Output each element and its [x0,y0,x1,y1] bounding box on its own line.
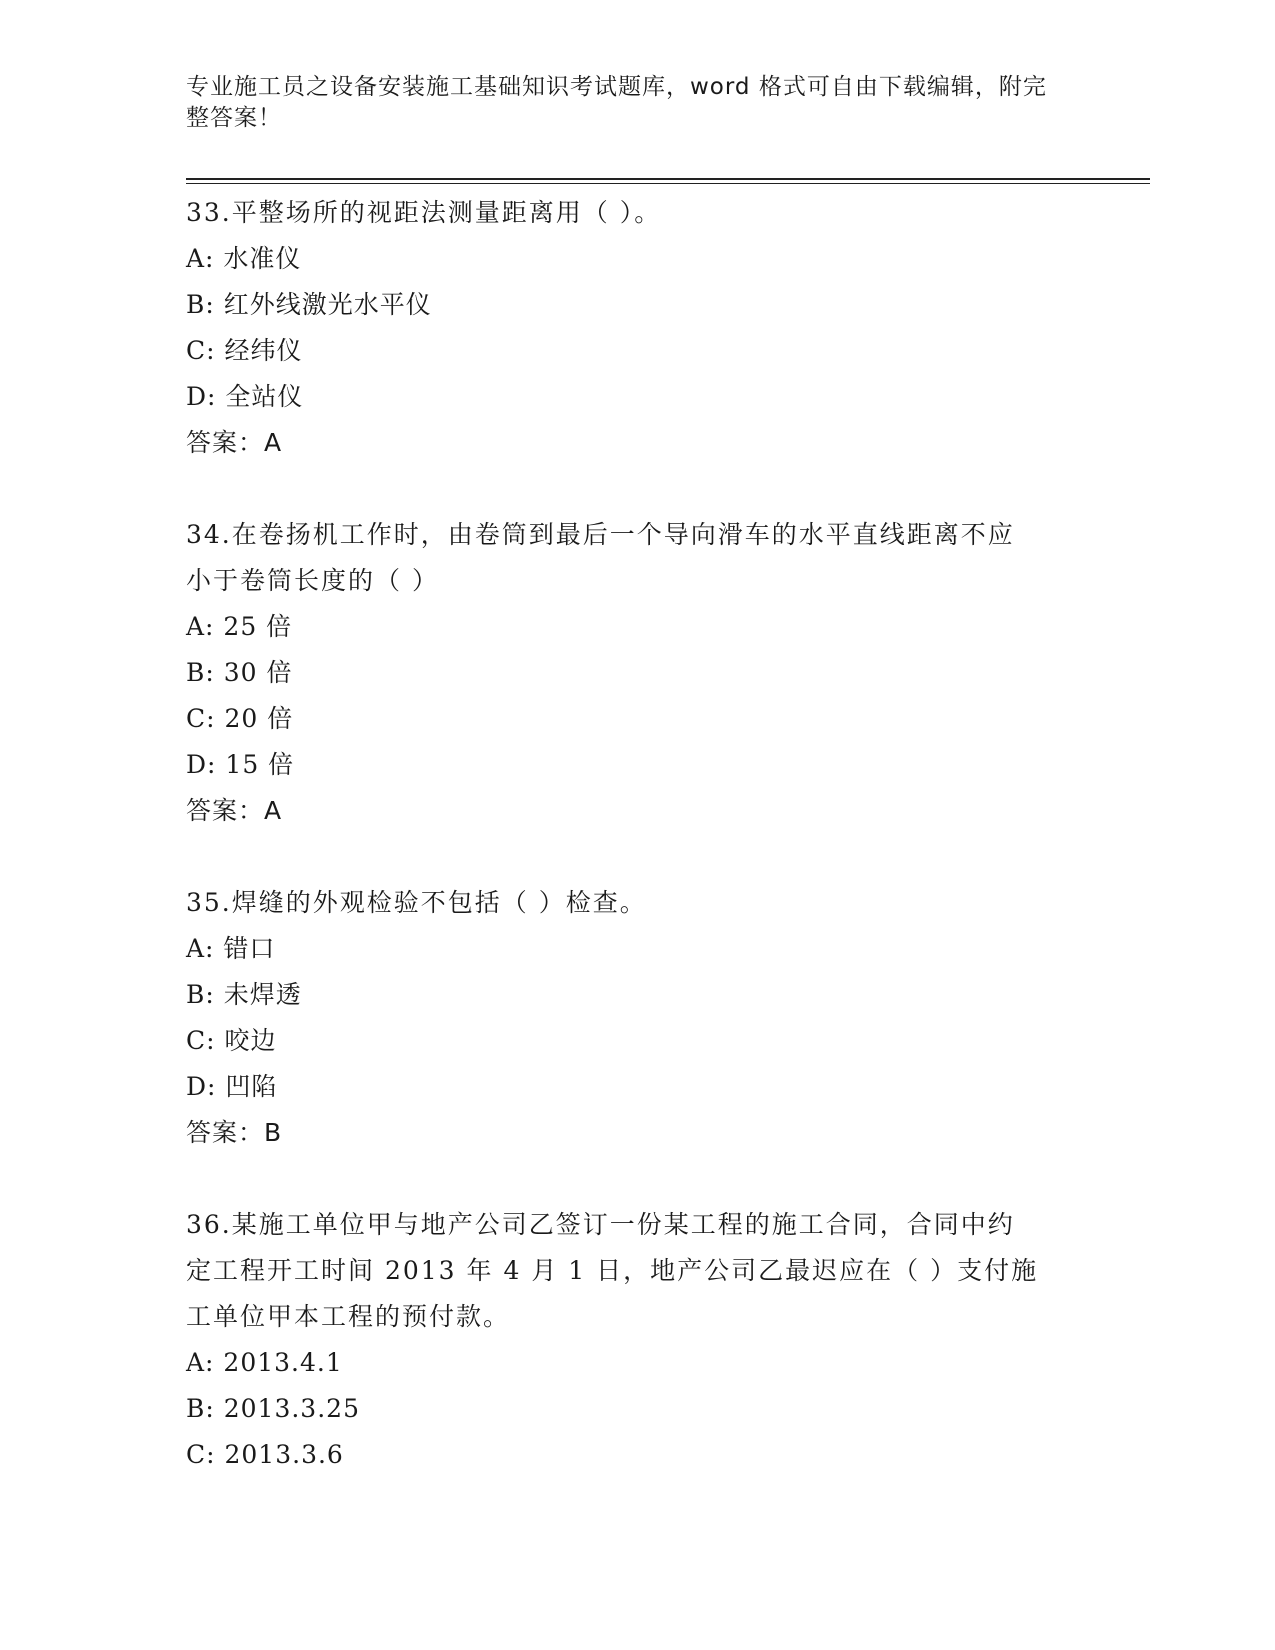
question-35 [186,880,1066,1156]
option-d: D: 15 倍 [186,750,295,779]
option-b: B: 未焊透 [186,980,302,1009]
question-stem-line-1: 34.在卷扬机工作时，由卷筒到最后一个导向滑车的水平直线距离不应 [186,520,1015,549]
option-a: A: 2013.4.1 [186,1348,343,1377]
document-header [186,72,1066,134]
answer-line: 答案：A [186,428,283,457]
question-stem-line-2: 定工程开工时间 2013 年 4 月 1 日，地产公司乙最迟应在（ ）支付施 [186,1256,1039,1285]
option-d: D: 凹陷 [186,1072,278,1101]
header-line-1: 专业施工员之设备安装施工基础知识考试题库，word 格式可自由下载编辑，附完 [186,74,1047,100]
answer-line: 答案：A [186,796,283,825]
option-c: C: 20 倍 [186,704,294,733]
option-b: B: 30 倍 [186,658,293,687]
question-33 [186,190,1066,466]
question-list [186,190,1066,1524]
question-stem: 33.平整场所的视距法测量距离用（ ）。 [186,198,662,227]
option-c: C: 咬边 [186,1026,277,1055]
option-d: D: 全站仪 [186,382,304,411]
question-stem: 35.焊缝的外观检验不包括（ ）检查。 [186,888,647,917]
question-36 [186,1202,1066,1478]
option-b: B: 2013.3.25 [186,1394,360,1423]
header-divider-thick [186,178,1150,180]
option-b: B: 红外线激光水平仪 [186,290,432,319]
question-stem-line-3: 工单位甲本工程的预付款。 [186,1302,511,1331]
option-a: A: 25 倍 [186,612,293,641]
option-c: C: 经纬仪 [186,336,303,365]
question-stem-line-2: 小于卷筒长度的（ ） [186,566,439,595]
option-c: C: 2013.3.6 [186,1440,344,1469]
question-34 [186,512,1066,834]
header-line-2: 整答案！ [186,105,282,131]
header-divider-thin [186,183,1150,184]
option-a: A: 水准仪 [186,244,302,273]
question-stem-line-1: 36.某施工单位甲与地产公司乙签订一份某工程的施工合同，合同中约 [186,1210,1015,1239]
answer-line: 答案：B [186,1118,283,1147]
option-a: A: 错口 [186,934,276,963]
